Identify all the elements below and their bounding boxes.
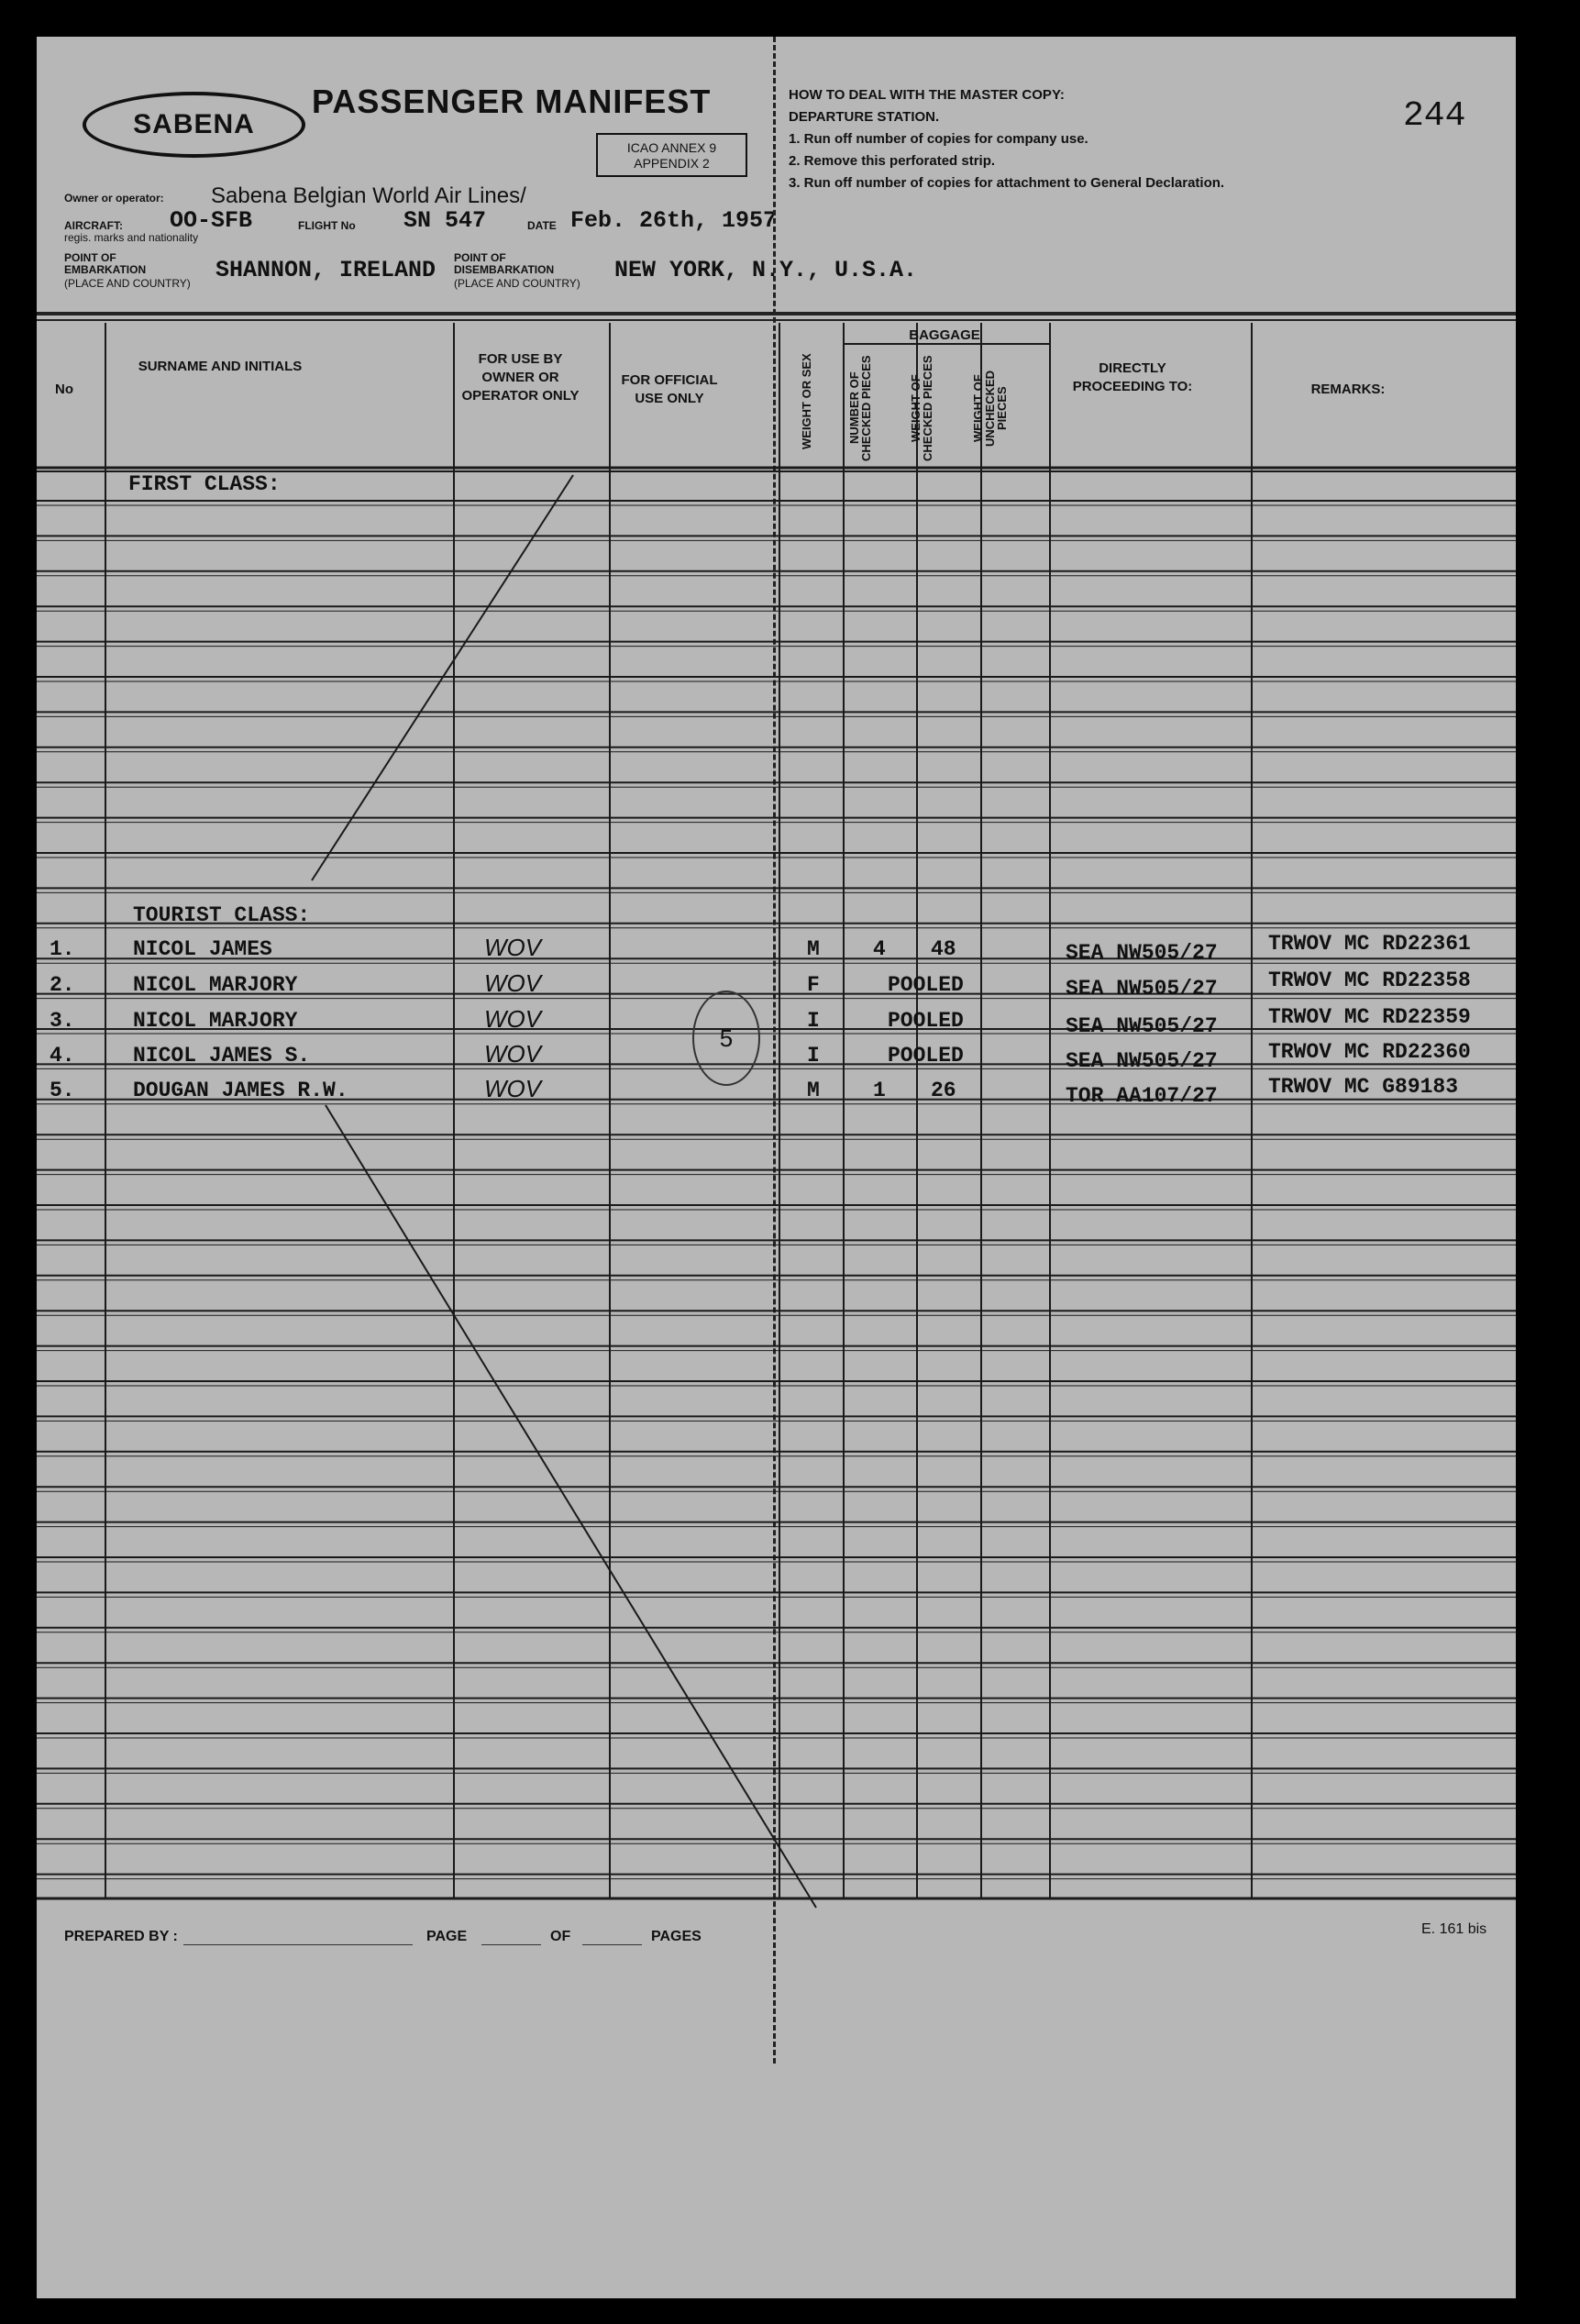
col-proceeding: DIRECTLY PROCEEDING TO:: [1072, 360, 1193, 394]
passenger-sex: M: [807, 1079, 820, 1102]
col-baggage: BAGGAGE: [909, 327, 980, 343]
instruction-3: 3. Run off number of copies for attachment to General Declaration.: [789, 175, 1225, 191]
col-surname: SURNAME AND INITIALS: [138, 359, 303, 374]
passenger-sex: M: [807, 937, 820, 961]
checked-weight: POOLED: [888, 1009, 964, 1033]
aircraft-value: OO-SFB: [170, 207, 253, 234]
manifest-sheet: [37, 37, 1516, 2298]
date-value: Feb. 26th, 1957: [570, 207, 778, 234]
passenger-name: DOUGAN JAMES R.W.: [133, 1079, 348, 1102]
instructions-sub: DEPARTURE STATION.: [789, 109, 940, 125]
checked-weight: 48: [931, 937, 956, 961]
remarks: TRWOV MC G89183: [1268, 1075, 1459, 1099]
owner-use-mark: WOV: [484, 969, 542, 997]
owner-use-mark: WOV: [484, 1005, 542, 1033]
passenger-name: NICOL JAMES S.: [133, 1044, 311, 1068]
passenger-sex: F: [807, 973, 820, 997]
prepared-by-line: [183, 1944, 413, 1945]
checked-pieces: 1: [873, 1079, 886, 1102]
col-unchecked-weight: WEIGHT OF UNCHECKED PIECES: [971, 370, 1009, 447]
strike-line: [326, 1105, 816, 1908]
official-mark-text: 5: [719, 1024, 734, 1052]
embark-sub: (PLACE AND COUNTRY): [64, 277, 191, 290]
proceeding-to: SEA NW505/27: [1066, 941, 1218, 965]
checked-pieces: 4: [873, 937, 886, 961]
page-label: PAGE: [426, 1929, 468, 1944]
of-line: [582, 1944, 642, 1945]
owner-use-mark: WOV: [484, 1040, 542, 1068]
proceeding-to: SEA NW505/27: [1066, 1014, 1218, 1038]
passenger-no: 4.: [50, 1044, 75, 1068]
flight-value: SN 547: [403, 207, 487, 234]
passenger-name: NICOL JAMES: [133, 937, 272, 961]
tourist-class-heading: TOURIST CLASS:: [133, 903, 311, 927]
aircraft-label: AIRCRAFT:: [64, 219, 123, 232]
passenger-name: NICOL MARJORY: [133, 973, 298, 997]
passenger-no: 5.: [50, 1079, 75, 1102]
pages-label: PAGES: [651, 1929, 702, 1944]
owner-value: Sabena Belgian World Air Lines/: [211, 183, 526, 208]
icao-line-2: APPENDIX 2: [634, 156, 710, 171]
col-owner-use: FOR USE BY OWNER OR OPERATOR ONLY: [461, 351, 580, 404]
page-number: 244: [1403, 96, 1466, 136]
form-code: E. 161 bis: [1421, 1921, 1487, 1937]
proceeding-to: TOR AA107/27: [1066, 1084, 1218, 1108]
owner-use-mark: WOV: [484, 1075, 542, 1102]
embark-value: SHANNON, IRELAND: [215, 257, 436, 283]
prepared-by-label: PREPARED BY :: [64, 1929, 178, 1944]
checked-weight: 26: [931, 1079, 956, 1102]
icao-line-1: ICAO ANNEX 9: [626, 140, 717, 155]
page-title: PASSENGER MANIFEST: [312, 83, 712, 120]
remarks: TRWOV MC RD22359: [1268, 1005, 1471, 1029]
remarks: TRWOV MC RD22361: [1268, 932, 1471, 956]
disembark-sub: (PLACE AND COUNTRY): [454, 277, 580, 290]
disembark-label: POINT OF DISEMBARKATION: [454, 251, 555, 276]
passenger-no: 3.: [50, 1009, 75, 1033]
owner-label: Owner or operator:: [64, 192, 164, 205]
page-line: [481, 1944, 541, 1945]
disembark-value: NEW YORK, N.Y., U.S.A.: [614, 257, 918, 283]
col-checked-pieces: NUMBER OF CHECKED PIECES: [847, 355, 873, 461]
col-checked-weight: WEIGHT OF CHECKED PIECES: [909, 355, 934, 461]
passenger-no: 1.: [50, 937, 75, 961]
instruction-2: 2. Remove this perforated strip.: [789, 153, 996, 169]
col-no: No: [55, 382, 73, 397]
passenger-no: 2.: [50, 973, 75, 997]
embark-label: POINT OF EMBARKATION: [64, 251, 147, 276]
checked-weight: POOLED: [888, 973, 964, 997]
passenger-name: NICOL MARJORY: [133, 1009, 298, 1033]
instruction-1: 1. Run off number of copies for company use.: [789, 131, 1088, 147]
col-remarks: REMARKS:: [1310, 382, 1386, 397]
col-weight-sex: WEIGHT OR SEX: [800, 353, 813, 450]
of-label: OF: [550, 1929, 571, 1944]
flight-label: FLIGHT No: [298, 219, 356, 232]
sabena-logo: SABENA: [83, 92, 305, 158]
official-circle-mark: [692, 990, 760, 1086]
first-class-heading: FIRST CLASS:: [128, 472, 281, 496]
remarks: TRWOV MC RD22358: [1268, 968, 1471, 992]
checked-weight: POOLED: [888, 1044, 964, 1068]
proceeding-to: SEA NW505/27: [1066, 977, 1218, 1001]
remarks: TRWOV MC RD22360: [1268, 1040, 1471, 1064]
col-official-use: FOR OFFICIAL USE ONLY: [621, 372, 718, 406]
proceeding-to: SEA NW505/27: [1066, 1049, 1218, 1073]
owner-use-mark: WOV: [484, 934, 542, 961]
passenger-sex: I: [807, 1009, 820, 1033]
aircraft-sub: regis. marks and nationality: [64, 231, 199, 244]
instructions-heading: HOW TO DEAL WITH THE MASTER COPY:: [789, 87, 1065, 103]
date-label: DATE: [527, 219, 557, 232]
passenger-sex: I: [807, 1044, 820, 1068]
